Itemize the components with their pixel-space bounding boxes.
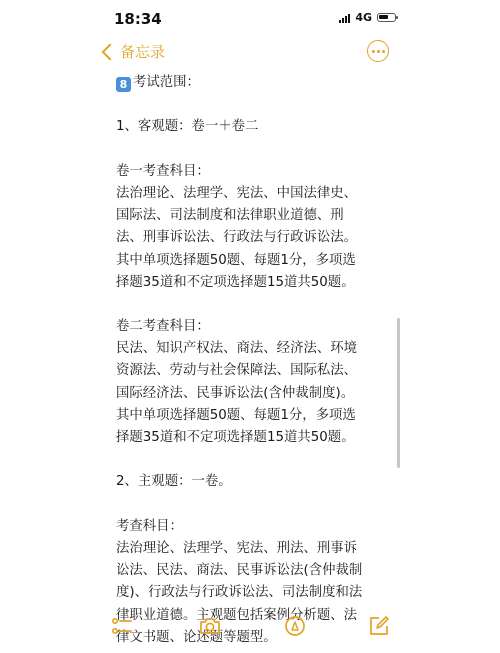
note-line: 法治理论、法理学、宪法、刑法、刑事诉: [116, 540, 358, 556]
note-line: 民法、知识产权法、商法、经济法、环境: [116, 341, 358, 357]
note-line: 国际经济法、民事诉讼法(含仲裁制度)。: [116, 385, 355, 401]
note-line: 律文书题、论述题等题型。: [116, 629, 277, 645]
note-blank-line: [116, 449, 400, 471]
network-label: 4G: [355, 11, 372, 24]
note-blank-line: [116, 494, 400, 516]
note-line: 国际法、司法制度和法律职业道德、刑: [116, 208, 344, 224]
note-blank-line: [116, 94, 400, 116]
back-button[interactable]: [104, 41, 165, 62]
chevron-left-icon: [102, 44, 119, 61]
note-line: 其中单项选择题50题、每题1分，多项选: [116, 407, 356, 423]
note-line: 资源法、劳动与社会保障法、国际私法、: [116, 363, 358, 379]
markup-pen-icon: [284, 615, 306, 637]
note-line: 考查科目：: [116, 518, 183, 534]
note-line: 择题35道和不定项选择题15道共50题。: [116, 274, 355, 290]
battery-icon: [377, 13, 396, 22]
back-label: 备忘录: [120, 43, 166, 61]
keycap-eight-icon: 8: [116, 77, 131, 92]
more-options-button[interactable]: [367, 40, 389, 62]
status-bar: [0, 0, 500, 36]
note-blank-line: [116, 139, 400, 161]
note-body[interactable]: [116, 72, 400, 649]
note-line: 卷二考查科目：: [116, 319, 210, 335]
note-line: 法治理论、法理学、宪法、中国法律史、: [116, 185, 358, 201]
compose-button[interactable]: [368, 615, 390, 637]
checklist-icon: [111, 615, 133, 637]
note-line: 卷一考查科目：: [116, 163, 210, 179]
bottom-toolbar: [0, 608, 500, 644]
compose-icon: [368, 615, 390, 637]
note-line: 讼法、民法、商法、民事诉讼法(含仲裁制: [116, 563, 363, 579]
note-heading-text: 考试范围：: [133, 75, 200, 90]
note-heading: [116, 72, 400, 94]
scrollbar[interactable]: [397, 318, 400, 468]
note-line: 1、客观题：卷一＋卷二: [116, 119, 259, 135]
note-line: 度)、行政法与行政诉讼法、司法制度和法: [116, 585, 363, 601]
markup-button[interactable]: [284, 615, 306, 637]
note-line: 律职业道德。主观题包括案例分析题、法: [116, 607, 358, 623]
note-blank-line: [116, 294, 400, 316]
camera-icon: [199, 615, 221, 637]
note-line: 2、主观题：一卷。: [116, 474, 232, 490]
checklist-button[interactable]: [111, 615, 133, 637]
note-line: 其中单项选择题50题、每题1分，多项选: [116, 252, 356, 268]
camera-button[interactable]: [199, 615, 221, 637]
note-line: 法、刑事诉讼法、行政法与行政诉讼法。: [116, 230, 358, 246]
note-line: 择题35道和不定项选择题15道共50题。: [116, 430, 355, 445]
status-indicators: [339, 11, 396, 24]
signal-icon: [339, 13, 350, 23]
status-time: 18:34: [114, 10, 162, 28]
nav-bar: [0, 36, 500, 68]
